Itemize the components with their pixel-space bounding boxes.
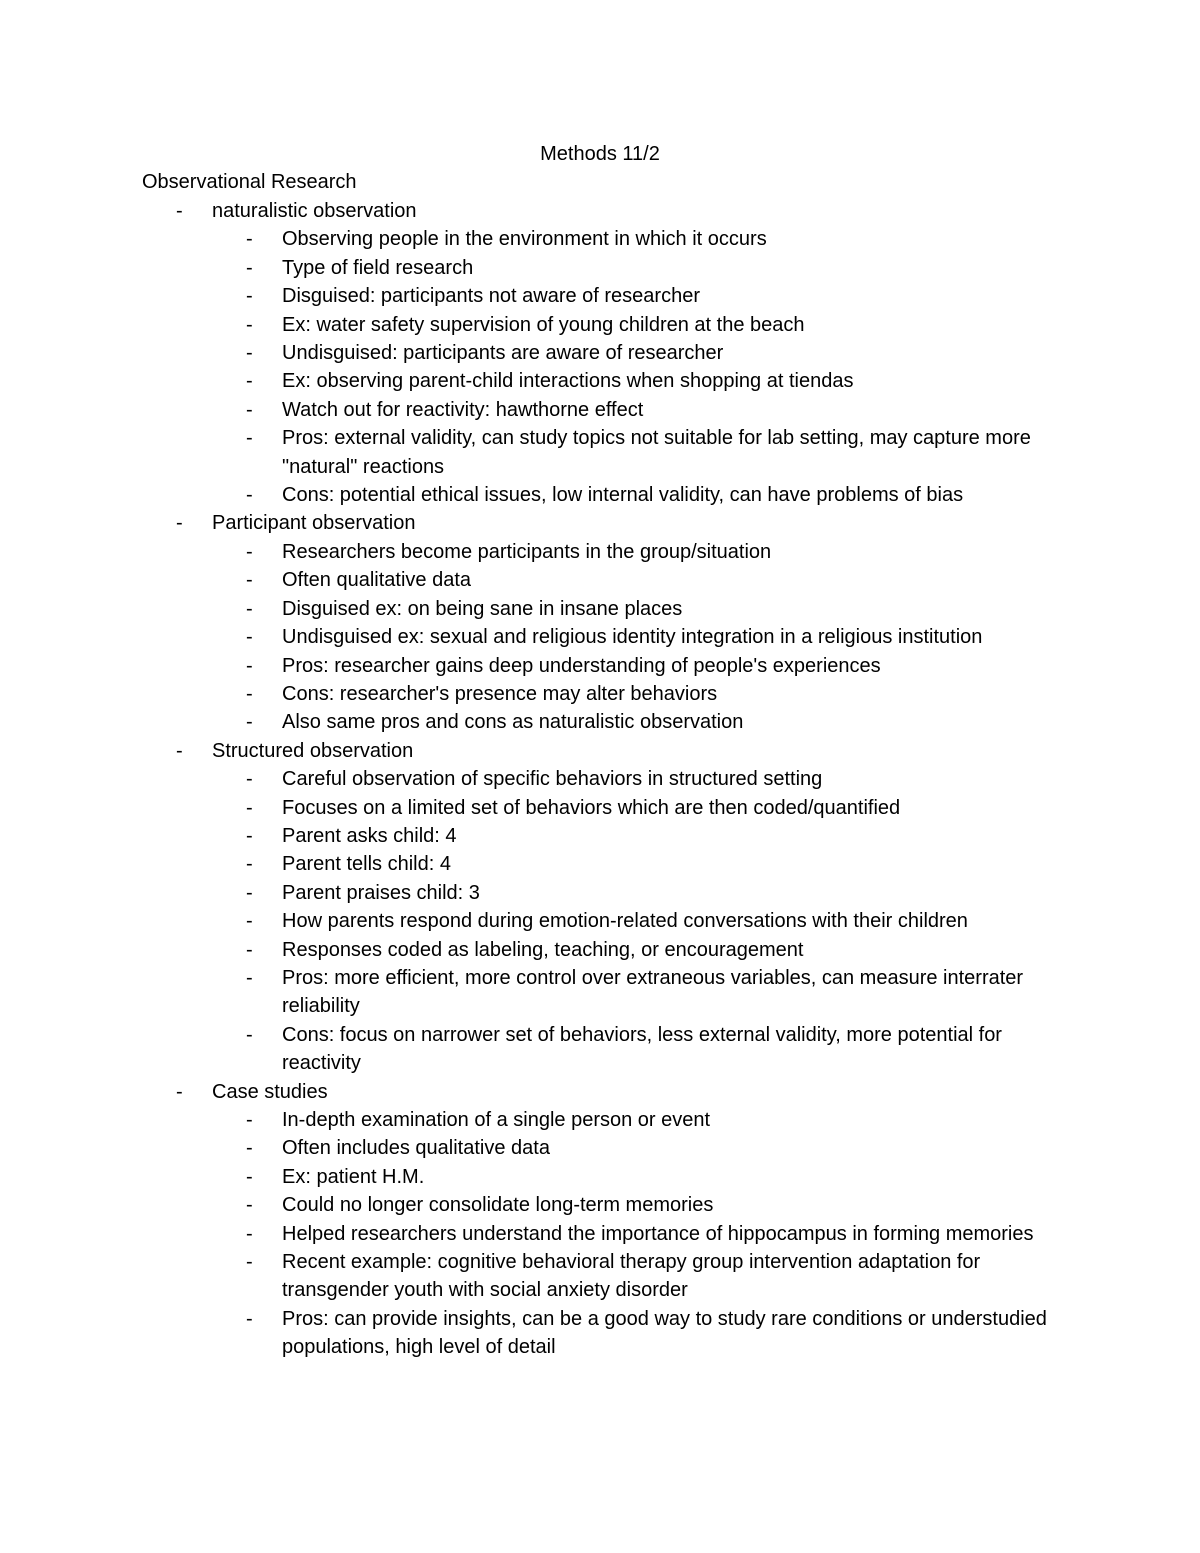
bullet-dash-icon: - (246, 1109, 253, 1131)
sub-item (212, 1106, 1062, 1134)
sub-list (212, 1106, 1062, 1362)
sub-item-text: Undisguised ex: sexual and religious identity integration in a religious institution (282, 626, 983, 649)
sub-item-text: Undisguised: participants are aware of researcher (282, 342, 724, 365)
bullet-dash-icon: - (246, 1023, 253, 1046)
bullet-dash-icon: - (246, 370, 253, 393)
bullet-dash-icon: - (246, 256, 253, 279)
bullet-dash-icon: - (246, 626, 253, 649)
sub-item-text: Pros: can provide insights, can be a good way to study rare conditions or understudied populations, high level of detail (282, 1307, 1047, 1359)
bullet-dash-icon: - (246, 313, 253, 336)
bullet-dash-icon: - (246, 938, 253, 961)
bullet-dash-icon: - (246, 654, 253, 677)
sub-item-text: Watch out for reactivity: hawthorne effect (282, 398, 644, 421)
sub-item-text: Focuses on a limited set of behaviors which are then coded/quantified (282, 796, 901, 819)
sub-item-text: Researchers become participants in the group/situation (282, 540, 772, 563)
sub-item (212, 1305, 1062, 1362)
sub-item (212, 708, 1062, 736)
bullet-dash-icon: - (246, 796, 253, 819)
bullet-dash-icon: - (246, 484, 253, 507)
bullet-dash-icon: - (246, 881, 253, 904)
outline-item-label: Case studies (212, 1080, 328, 1103)
sub-item (212, 879, 1062, 907)
bullet-dash-icon: - (176, 1080, 183, 1103)
sub-item-text: Cons: potential ethical issues, low internal validity, can have problems of bias (282, 484, 964, 507)
sub-item (212, 424, 1062, 481)
sub-item (212, 765, 1062, 793)
bullet-dash-icon: - (246, 569, 253, 592)
sub-item-text: Pros: external validity, can study topics not suitable for lab setting, may capture more "natural" reactions (282, 427, 1031, 478)
sub-item (212, 339, 1062, 367)
bullet-dash-icon: - (246, 682, 253, 705)
bullet-dash-icon: - (246, 597, 253, 620)
sub-item-text: Disguised: participants not aware of researcher (282, 285, 700, 308)
bullet-dash-icon: - (246, 824, 253, 847)
sub-item-text: Often includes qualitative data (282, 1137, 550, 1160)
sub-item (212, 595, 1062, 623)
outline-item-naturalistic-observation (142, 197, 1062, 509)
sub-item (212, 964, 1062, 1021)
bullet-dash-icon: - (246, 1137, 253, 1160)
sub-item (212, 481, 1062, 509)
sub-item-text: Could no longer consolidate long-term memories (282, 1194, 714, 1217)
sub-item-text: Observing people in the environment in which it occurs (282, 228, 767, 251)
sub-item-text: Parent praises child: 3 (282, 881, 480, 904)
sub-item (212, 225, 1062, 253)
sub-item (212, 396, 1062, 424)
sub-item-text: Ex: observing parent-child interactions when shopping at tiendas (282, 370, 854, 393)
sub-item (212, 311, 1062, 339)
sub-item-text: Type of field research (282, 256, 474, 279)
bullet-dash-icon: - (246, 285, 253, 308)
sub-item-text: Disguised ex: on being sane in insane places (282, 597, 683, 620)
sub-item (212, 794, 1062, 822)
bullet-dash-icon: - (246, 1194, 253, 1217)
sub-item-text: Also same pros and cons as naturalistic observation (282, 711, 744, 734)
sub-item (212, 1248, 1062, 1305)
outline-item-label: Structured observation (212, 739, 414, 762)
bullet-dash-icon: - (176, 739, 183, 762)
sub-item-text: Often qualitative data (282, 569, 472, 592)
sub-item (212, 850, 1062, 878)
sub-item (212, 680, 1062, 708)
outline-item-case-studies (142, 1078, 1062, 1362)
bullet-dash-icon: - (246, 1165, 253, 1188)
bullet-dash-icon: - (246, 342, 253, 365)
bullet-dash-icon: - (246, 966, 253, 989)
sub-item-text: Ex: patient H.M. (282, 1165, 425, 1188)
bullet-dash-icon: - (246, 853, 253, 876)
sub-item (212, 538, 1062, 566)
sub-item (212, 1134, 1062, 1162)
bullet-dash-icon: - (246, 1222, 253, 1245)
sub-item-text: Parent tells child: 4 (282, 853, 451, 876)
bullet-dash-icon: - (176, 512, 183, 535)
sub-item-text: Cons: focus on narrower set of behaviors, less external validity, more potential for reactivity (282, 1023, 1002, 1075)
sub-item (212, 936, 1062, 964)
sub-item (212, 1220, 1062, 1248)
sub-list (212, 765, 1062, 1077)
sub-item-text: Pros: more efficient, more control over extraneous variables, can measure interrater reliability (282, 966, 1024, 1018)
sub-item (212, 1021, 1062, 1078)
sub-item-text: Careful observation of specific behaviors in structured setting (282, 768, 823, 791)
bullet-dash-icon: - (246, 427, 253, 450)
bullet-dash-icon: - (246, 910, 253, 933)
sub-item (212, 822, 1062, 850)
outline-item-label: naturalistic observation (212, 200, 417, 222)
sub-item-text: Ex: water safety supervision of young children at the beach (282, 313, 805, 336)
outline-item-participant-observation (142, 509, 1062, 736)
outline-item-label: Participant observation (212, 512, 416, 535)
outline (142, 197, 1062, 1362)
bullet-dash-icon: - (246, 1307, 253, 1330)
sub-item-text: Recent example: cognitive behavioral therapy group intervention adaptation for transgender youth with social anxiety disorder (282, 1251, 981, 1302)
bullet-dash-icon: - (246, 398, 253, 421)
sub-item-text: Responses coded as labeling, teaching, or encouragement (282, 938, 804, 961)
sub-item-text: In-depth examination of a single person or event (282, 1109, 711, 1131)
sub-item (212, 623, 1062, 651)
sub-item-text: Parent asks child: 4 (282, 824, 457, 847)
document-title: Methods 11/2 (540, 143, 660, 165)
bullet-dash-icon: - (246, 711, 253, 734)
bullet-dash-icon: - (246, 768, 253, 791)
outline-item-structured-observation (142, 737, 1062, 1078)
sub-item (212, 907, 1062, 935)
sub-list (212, 538, 1062, 737)
sub-item (212, 566, 1062, 594)
sub-item (212, 367, 1062, 395)
sub-item (212, 652, 1062, 680)
sub-item-text: How parents respond during emotion-related conversations with their children (282, 910, 968, 933)
outline-list (142, 197, 1062, 1362)
sub-item-text: Pros: researcher gains deep understanding of people's experiences (282, 654, 881, 677)
sub-item-text: Cons: researcher's presence may alter behaviors (282, 682, 718, 705)
sub-item (212, 254, 1062, 282)
sub-item-text: Helped researchers understand the importance of hippocampus in forming memories (282, 1222, 1034, 1245)
sub-list (212, 225, 1062, 509)
sub-item (212, 282, 1062, 310)
bullet-dash-icon: - (176, 200, 183, 222)
bullet-dash-icon: - (246, 1251, 253, 1274)
bullet-dash-icon: - (246, 228, 253, 251)
bullet-dash-icon: - (246, 540, 253, 563)
sub-item (212, 1163, 1062, 1191)
section-heading: Observational Research (142, 171, 357, 193)
sub-item (212, 1191, 1062, 1219)
